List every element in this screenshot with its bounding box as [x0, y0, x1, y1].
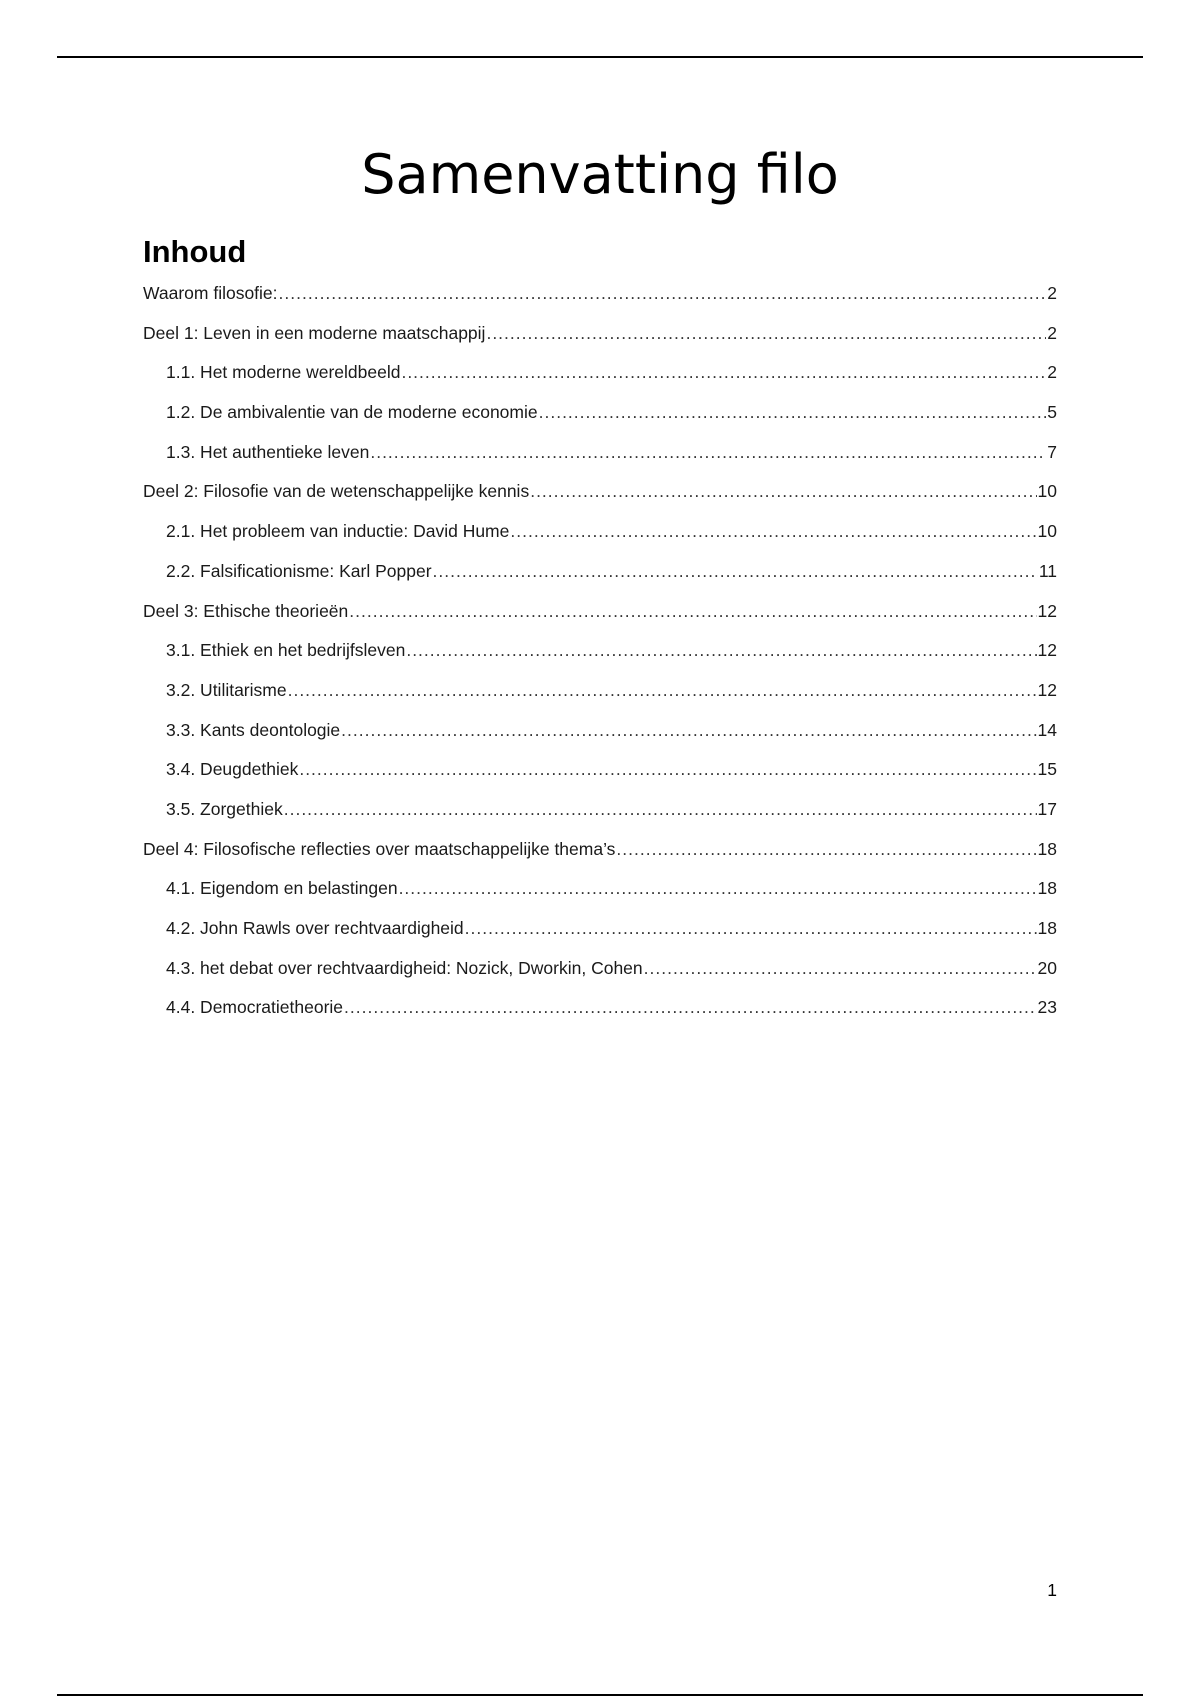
toc-dot-leader: [644, 956, 1037, 980]
toc-entry-label: Deel 2: Filosofie van de wetenschappelijke kennis: [143, 481, 530, 502]
toc-entry-waarom-filosofie[interactable]: [143, 281, 1057, 321]
toc-dot-leader: [433, 559, 1038, 583]
toc-dot-leader: [616, 837, 1036, 861]
toc-entry-deel-2[interactable]: [143, 479, 1057, 519]
toc-entry-label: 3.2. Utilitarisme: [166, 679, 287, 700]
toc-entry-label: Waarom filosofie:: [143, 283, 278, 303]
table-of-contents: [143, 281, 1057, 1035]
toc-dot-leader: [401, 360, 1046, 384]
toc-entry-label: 2.2. Falsificationisme: Karl Popper: [166, 560, 432, 581]
toc-dot-leader: [539, 400, 1047, 424]
toc-entry-4-2[interactable]: [143, 916, 1057, 956]
toc-entry-1-2[interactable]: [143, 400, 1057, 440]
toc-entry-label: 4.4. Democratietheorie: [166, 997, 344, 1018]
toc-entry-page: 10: [1037, 521, 1057, 542]
toc-entry-label: 3.3. Kants deontologie: [166, 719, 341, 740]
toc-dot-leader: [465, 916, 1037, 940]
toc-entry-page: 18: [1037, 838, 1057, 859]
toc-entry-label: Deel 3: Ethische theorieën: [143, 600, 349, 621]
toc-dot-leader: [530, 479, 1036, 503]
toc-entry-label: 3.1. Ethiek en het bedrijfsleven: [166, 640, 406, 661]
toc-entry-page: 17: [1037, 798, 1057, 819]
toc-entry-label: 3.5. Zorgethiek: [166, 798, 283, 819]
toc-entry-page: 2: [1047, 362, 1057, 383]
toc-dot-leader: [406, 638, 1036, 662]
footer-rule: [57, 1694, 1143, 1696]
toc-dot-leader: [399, 876, 1037, 900]
toc-dot-leader: [279, 281, 1047, 305]
toc-entry-3-3[interactable]: [143, 718, 1057, 758]
toc-entry-label: 1.3. Het authentieke leven: [166, 441, 370, 462]
toc-entry-3-1[interactable]: [143, 638, 1057, 678]
toc-entry-page: 20: [1037, 957, 1057, 978]
toc-entry-1-1[interactable]: [143, 360, 1057, 400]
toc-entry-page: 12: [1037, 679, 1057, 700]
toc-entry-page: 2: [1047, 283, 1057, 303]
toc-entry-label: 3.4. Deugdethiek: [166, 759, 299, 780]
toc-entry-page: 5: [1047, 402, 1057, 423]
toc-entry-2-1[interactable]: [143, 519, 1057, 559]
toc-entry-page: 12: [1037, 640, 1057, 661]
toc-entry-page: 18: [1037, 918, 1057, 938]
toc-entry-2-2[interactable]: [143, 559, 1057, 599]
toc-entry-label: 4.3. het debat over rechtvaardigheid: Nozick, Dworkin, Cohen: [166, 957, 643, 978]
header-rule: [57, 56, 1143, 58]
toc-entry-3-4[interactable]: [143, 757, 1057, 797]
toc-dot-leader: [288, 678, 1037, 702]
toc-entry-4-3[interactable]: [143, 956, 1057, 996]
toc-heading: Inhoud: [143, 234, 247, 269]
toc-dot-leader: [299, 757, 1036, 781]
toc-entry-label: 1.1. Het moderne wereldbeeld: [166, 362, 401, 383]
toc-entry-label: 4.1. Eigendom en belastingen: [166, 878, 398, 899]
toc-entry-label: Deel 4: Filosofische reflecties over maatschappelijke thema’s: [143, 838, 616, 859]
toc-dot-leader: [370, 440, 1046, 464]
toc-entry-deel-1[interactable]: [143, 321, 1057, 361]
toc-entry-deel-4[interactable]: [143, 837, 1057, 877]
toc-entry-page: 12: [1037, 600, 1057, 621]
toc-entry-page: 23: [1037, 997, 1057, 1018]
toc-entry-page: 11: [1038, 560, 1057, 581]
toc-entry-4-4[interactable]: [143, 995, 1057, 1035]
toc-entry-page: 7: [1047, 441, 1057, 462]
toc-entry-1-3[interactable]: [143, 440, 1057, 480]
toc-entry-page: 14: [1037, 719, 1057, 740]
toc-entry-deel-3[interactable]: [143, 599, 1057, 639]
toc-entry-page: 18: [1037, 878, 1057, 899]
toc-dot-leader: [284, 797, 1037, 821]
toc-entry-page: 2: [1047, 322, 1057, 343]
toc-entry-4-1[interactable]: [143, 876, 1057, 916]
toc-dot-leader: [344, 995, 1036, 1019]
toc-entry-page: 10: [1037, 481, 1057, 502]
toc-dot-leader: [349, 599, 1036, 623]
toc-entry-label: 4.2. John Rawls over rechtvaardigheid: [166, 918, 464, 938]
document-title: Samenvatting filo: [361, 143, 839, 206]
toc-entry-page: 15: [1037, 759, 1057, 780]
toc-dot-leader: [510, 519, 1036, 543]
toc-entry-label: 1.2. De ambivalentie van de moderne economie: [166, 402, 538, 423]
toc-entry-3-2[interactable]: [143, 678, 1057, 718]
page-number: 1: [1047, 1580, 1057, 1600]
toc-dot-leader: [341, 718, 1036, 742]
toc-entry-label: 2.1. Het probleem van inductie: David Hume: [166, 521, 510, 542]
toc-dot-leader: [486, 321, 1046, 345]
toc-entry-label: Deel 1: Leven in een moderne maatschappij: [143, 322, 486, 343]
toc-entry-3-5[interactable]: [143, 797, 1057, 837]
